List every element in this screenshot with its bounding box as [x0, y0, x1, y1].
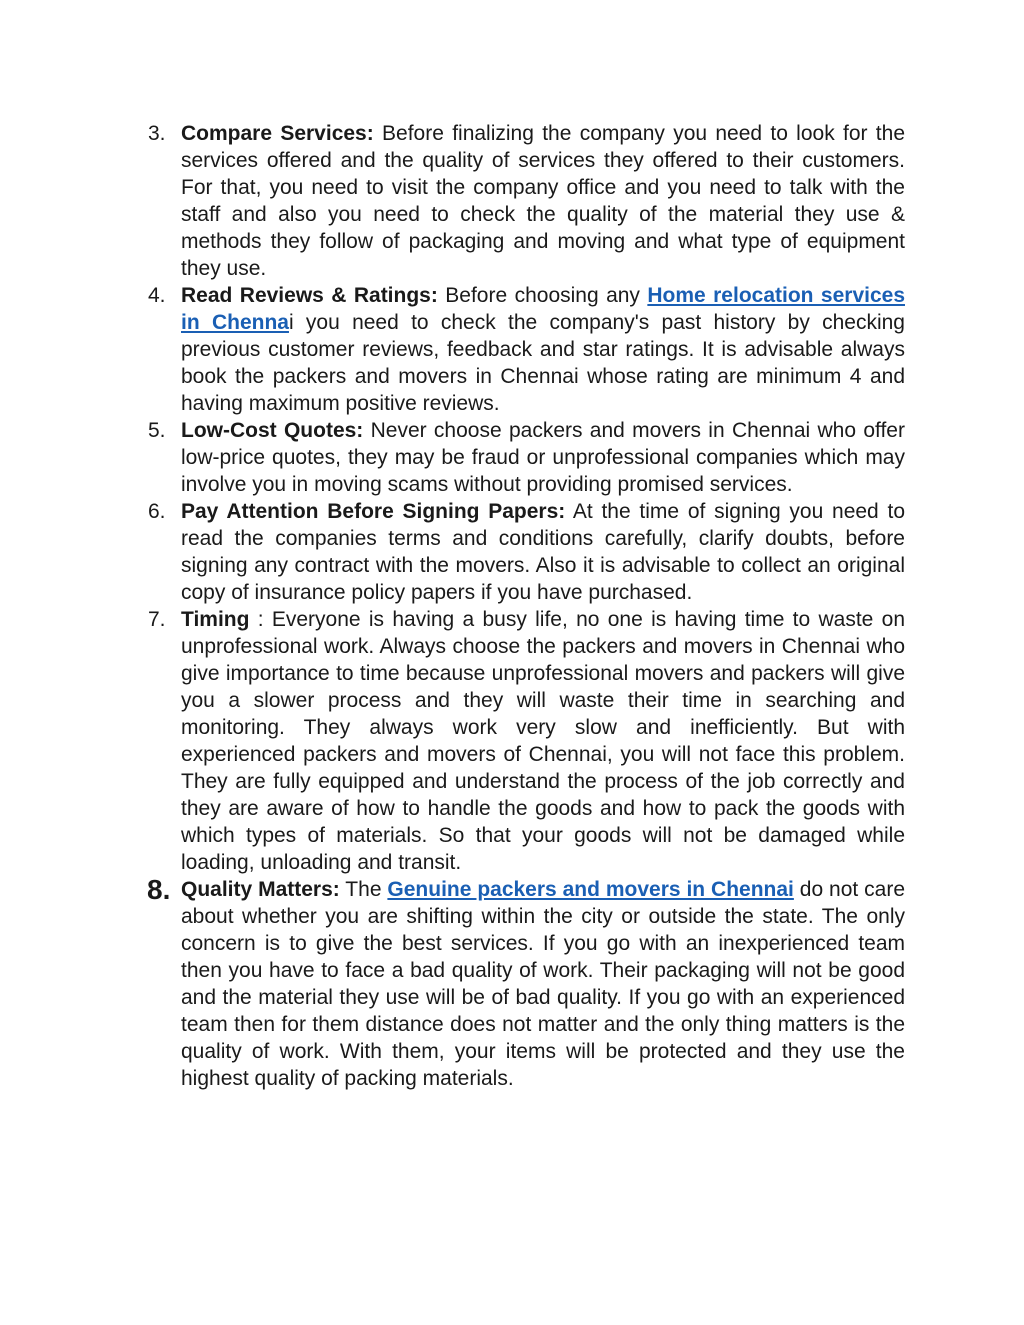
item-number: 6.: [148, 500, 166, 523]
list-item-timing: [145, 606, 905, 876]
item-title: Pay Attention Before Signing Papers:: [181, 500, 566, 523]
item-text: : Everyone is having a busy life, no one is having time to waste on unprofessional work. Always choose the packers and movers in Chennai who give importance to time because unprofessional movers and packers will give you a slower process and they will waste their time in searching and monitoring. They always work very slow and inefficiently. But with experienced packers and movers of Chennai, you will not face this problem. They are fully equipped and understand the process of the job correctly and they are aware of how to handle the goods and how to pack the goods with which types of materials. So that your goods will not be damaged while loading, unloading and transit.: [181, 608, 905, 874]
item-number: 3.: [148, 122, 166, 145]
item-text: Never choose packers and movers in Chennai who offer low-price quotes, they may be fraud or unprofessional companies which may involve you in moving scams without providing promised services.: [181, 419, 905, 496]
item-title: Quality Matters:: [181, 878, 340, 901]
item-title: Timing: [181, 608, 250, 631]
item-title: Low-Cost Quotes:: [181, 419, 364, 442]
home-relocation-link[interactable]: Home relocation services in Chenna: [181, 284, 905, 334]
item-number: 4.: [148, 284, 166, 307]
item-number: 7.: [148, 608, 166, 631]
item-title: Read Reviews & Ratings:: [181, 284, 438, 307]
list-item-read-reviews: [145, 282, 905, 417]
genuine-packers-link[interactable]: Genuine packers and movers in Chennai: [387, 878, 794, 901]
item-text: Before finalizing the company you need to look for the services offered and the quality of services they offered to their customers. For that, you need to visit the company office and you need to talk with the staff and also you need to check the quality of the material they use & methods they follow of packaging and moving and what type of equipment they use.: [181, 122, 905, 280]
item-title: Compare Services:: [181, 122, 374, 145]
item-text: At the time of signing you need to read the companies terms and conditions carefully, clarify doubts, before signing any contract with the movers. Also it is advisable to collect an original copy of insurance policy papers if you have purchased.: [181, 500, 905, 604]
item-number: 8.: [147, 874, 171, 905]
list-item-low-cost-quotes: [145, 417, 905, 498]
item-text: Before choosing any: [437, 284, 648, 307]
tips-list: [145, 120, 905, 1092]
item-text: i you need to check the company's past history by checking previous customer reviews, feedback and star ratings. It is advisable always book the packers and movers in Chennai whose rating are minimum 4 and having maximum positive reviews.: [181, 311, 905, 415]
list-item-compare-services: [145, 120, 905, 282]
list-item-quality-matters: [145, 876, 905, 1092]
list-item-pay-attention: [145, 498, 905, 606]
item-number: 5.: [148, 419, 166, 442]
item-text: The: [339, 878, 388, 901]
item-text: do not care about whether you are shifting within the city or outside the state. The only concern is to give the best services. If you go with an inexperienced team then you have to face a bad quality of work. Their packaging will not be good and the material they use will be of bad quality. If you go with an experienced team then for them distance does not matter and the only thing matters is the quality of work. With them, your items will be protected and they use the highest quality of packing materials.: [181, 878, 906, 1090]
